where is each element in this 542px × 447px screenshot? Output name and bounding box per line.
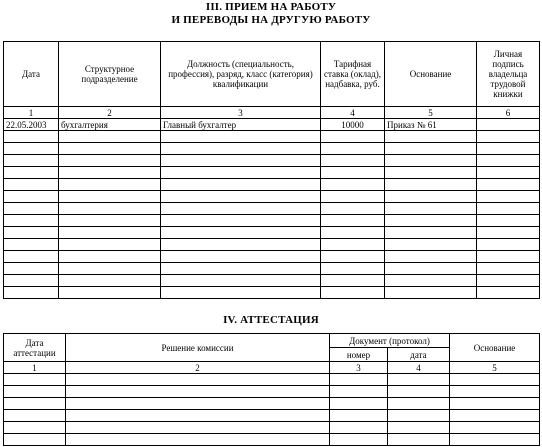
header-attestation-date: Дата аттестации	[4, 334, 66, 362]
table-row-empty[interactable]	[4, 179, 540, 191]
header-document: Документ (протокол)	[330, 334, 450, 348]
table-row-empty[interactable]	[4, 167, 540, 179]
header-department: Структурное подразделение	[59, 42, 161, 107]
col-number: 4	[321, 107, 385, 119]
table-row-empty[interactable]	[4, 143, 540, 155]
table-row-empty[interactable]	[4, 131, 540, 143]
table-row	[4, 119, 540, 131]
table-row-empty[interactable]	[4, 191, 540, 203]
col-number: 3	[161, 107, 321, 119]
table-row-empty[interactable]	[4, 215, 540, 227]
cell-salary[interactable]: 10000	[321, 119, 385, 131]
table-row-empty[interactable]	[4, 287, 540, 299]
col-number: 2	[59, 107, 161, 119]
cell-basis[interactable]: Приказ № 61	[385, 119, 477, 131]
table-row-empty[interactable]	[4, 155, 540, 167]
header-doc-number: номер	[330, 348, 388, 362]
table-row-empty[interactable]	[4, 374, 540, 386]
col-number: 2	[66, 362, 330, 374]
section3-title-line2: И ПЕРЕВОДЫ НА ДРУГУЮ РАБОТУ	[171, 14, 371, 26]
cell-date[interactable]: 22.05.2003	[4, 119, 59, 131]
col-number: 5	[450, 362, 540, 374]
table-row-empty[interactable]	[4, 398, 540, 410]
section3-title-line1: III. ПРИЕМ НА РАБОТУ	[205, 1, 337, 13]
header-basis: Основание	[385, 42, 477, 107]
employment-table	[3, 41, 540, 299]
table-row-empty[interactable]	[4, 275, 540, 287]
table-row-empty[interactable]	[4, 386, 540, 398]
col-number: 5	[385, 107, 477, 119]
header-date: Дата	[4, 42, 59, 107]
col-number: 6	[477, 107, 540, 119]
header-position: Должность (специальность, профессия), разряд, класс (категория) квалификации	[161, 42, 321, 107]
table-row-empty[interactable]	[4, 434, 540, 446]
col-number: 4	[388, 362, 450, 374]
cell-signature[interactable]	[477, 119, 540, 131]
table-row-empty[interactable]	[4, 263, 540, 275]
header-signature: Личная подпись владельца трудовой книжки	[477, 42, 540, 107]
table-row-empty[interactable]	[4, 239, 540, 251]
header-decision: Решение комиссии	[66, 334, 330, 362]
header-doc-date: дата	[388, 348, 450, 362]
col-number: 3	[330, 362, 388, 374]
col-number: 1	[4, 107, 59, 119]
header-salary: Тарифная ставка (оклад), надбавка, руб.	[321, 42, 385, 107]
section4-title: IV. АТТЕСТАЦИЯ	[223, 314, 319, 326]
table-row-empty[interactable]	[4, 203, 540, 215]
attestation-table	[3, 333, 540, 446]
cell-position[interactable]: Главный бухгалтер	[161, 119, 321, 131]
table-row-empty[interactable]	[4, 422, 540, 434]
header-attestation-basis: Основание	[450, 334, 540, 362]
table-row-empty[interactable]	[4, 410, 540, 422]
table-row-empty[interactable]	[4, 251, 540, 263]
cell-department[interactable]: бухгалтерия	[59, 119, 161, 131]
table-row-empty[interactable]	[4, 227, 540, 239]
col-number: 1	[4, 362, 66, 374]
